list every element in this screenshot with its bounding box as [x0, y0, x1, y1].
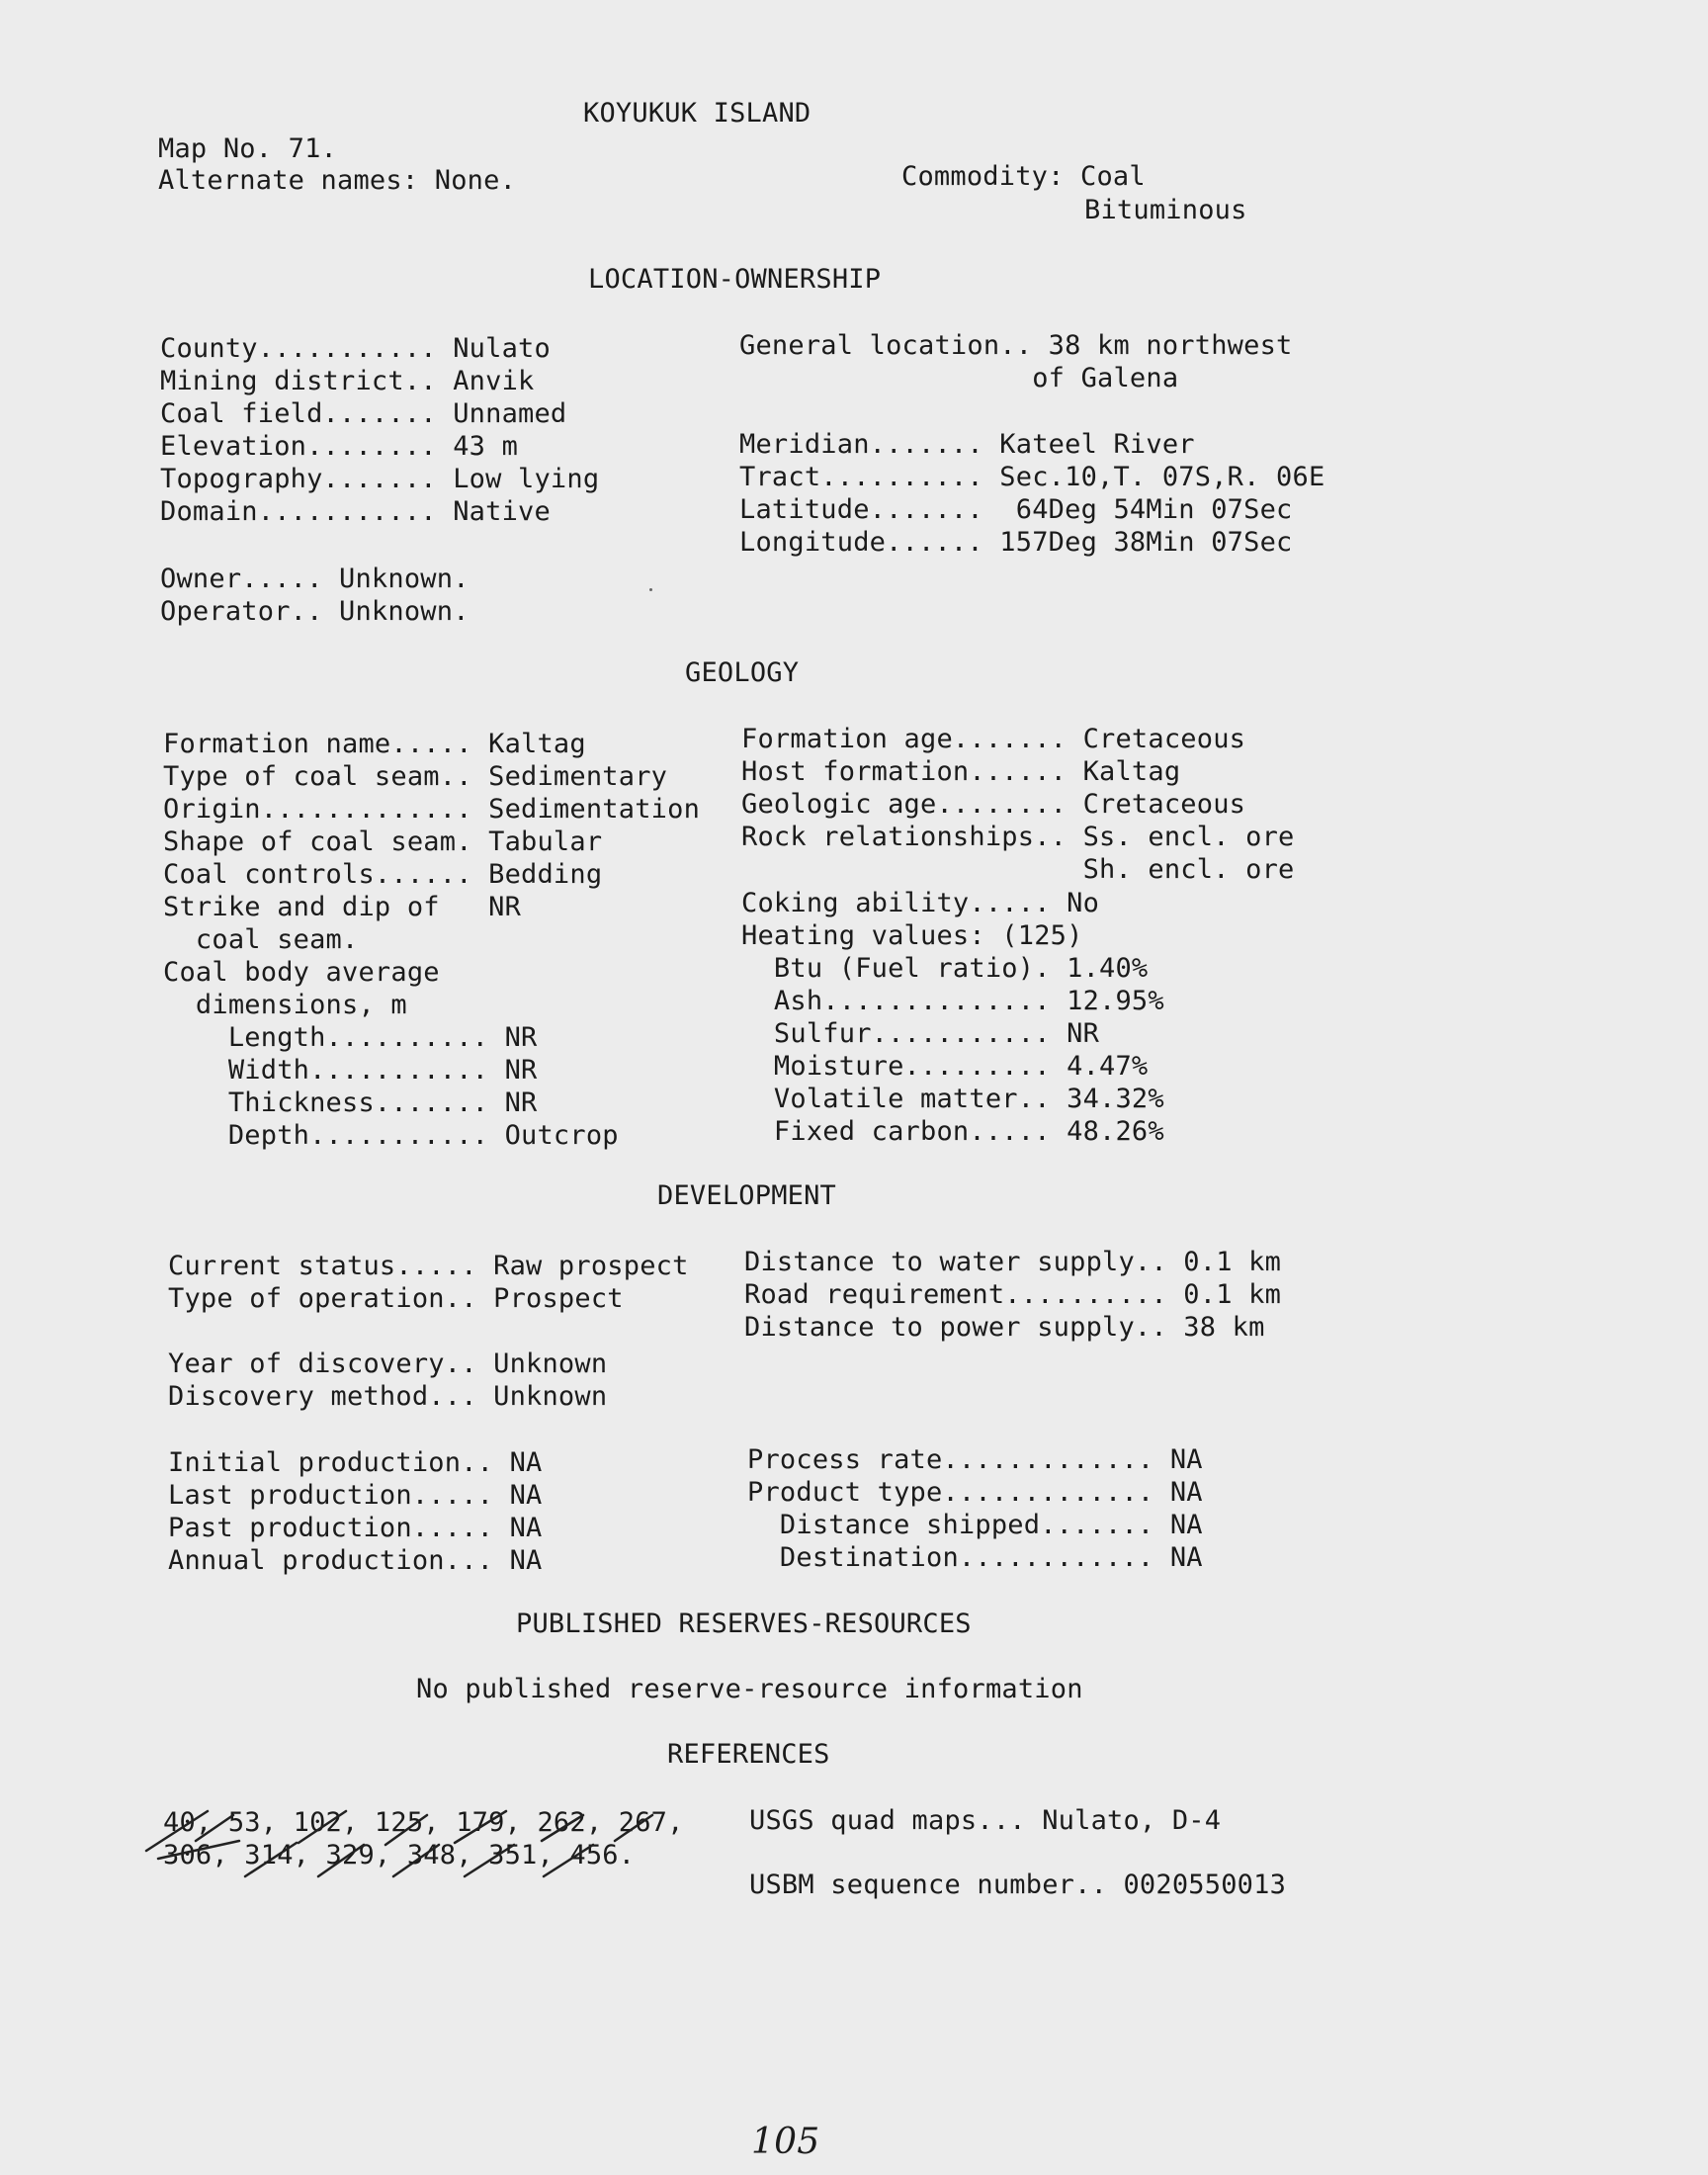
geology-field: Formation name..... Kaltag: [163, 729, 586, 759]
geology-field: Coal body average: [163, 957, 440, 988]
section-heading-reserves: PUBLISHED RESERVES-RESOURCES: [516, 1609, 972, 1639]
development-field: Distance to power supply.. 38 km: [744, 1312, 1265, 1343]
process-field: Destination............ NA: [747, 1542, 1203, 1573]
owner-field: Owner..... Unknown.: [160, 564, 470, 594]
geology-field: Depth........... Outcrop: [163, 1120, 619, 1151]
geology-field: Heating values: (125): [741, 920, 1083, 951]
usbm-sequence-number: USBM sequence number.. 0020550013: [749, 1870, 1287, 1900]
production-field: Initial production.. NA: [168, 1447, 543, 1478]
geology-field: Volatile matter.. 34.32%: [741, 1084, 1164, 1114]
location-field: County........... Nulato: [160, 333, 551, 364]
geology-field: Ash.............. 12.95%: [741, 986, 1164, 1016]
document-title: KOYUKUK ISLAND: [583, 98, 811, 129]
geology-field: Btu (Fuel ratio). 1.40%: [741, 953, 1149, 984]
alternate-names: Alternate names: None.: [158, 165, 517, 196]
development-field: Road requirement.......... 0.1 km: [744, 1279, 1282, 1310]
geology-field: dimensions, m: [163, 990, 407, 1020]
latitude-field: Latitude....... 64Deg 54Min 07Sec: [739, 494, 1293, 525]
commodity: Commodity: Coal: [901, 161, 1146, 192]
section-heading-location: LOCATION-OWNERSHIP: [588, 264, 882, 295]
geology-field: Coal controls...... Bedding: [163, 859, 603, 890]
geology-field: Geologic age........ Cretaceous: [741, 789, 1246, 820]
development-field: Current status..... Raw prospect: [168, 1251, 689, 1281]
geology-field: Origin............. Sedimentation: [163, 794, 701, 825]
geology-field: coal seam.: [163, 924, 359, 955]
operator-field: Operator.. Unknown.: [160, 596, 470, 627]
geology-field: Thickness....... NR: [163, 1088, 538, 1118]
development-field: Type of operation.. Prospect: [168, 1283, 624, 1314]
longitude-field: Longitude...... 157Deg 38Min 07Sec: [739, 527, 1293, 558]
general-location: General location.. 38 km northwest: [739, 330, 1293, 361]
geology-field: Formation age....... Cretaceous: [741, 724, 1246, 754]
geology-field: Length.......... NR: [163, 1022, 538, 1053]
process-field: Product type............. NA: [747, 1477, 1203, 1508]
location-field: Coal field....... Unnamed: [160, 398, 567, 429]
section-heading-references: REFERENCES: [667, 1739, 830, 1770]
commodity-type: Bituminous: [1084, 195, 1247, 225]
geology-field: Sh. encl. ore: [741, 854, 1295, 885]
geology-field: Coking ability..... No: [741, 888, 1100, 918]
geology-field: Rock relationships.. Ss. encl. ore: [741, 822, 1295, 852]
speck: [649, 588, 652, 591]
reserves-text: No published reserve-resource information: [416, 1674, 1083, 1704]
production-field: Past production..... NA: [168, 1513, 543, 1543]
process-field: Distance shipped....... NA: [747, 1510, 1203, 1540]
geology-field: Shape of coal seam. Tabular: [163, 826, 603, 857]
development-field: Discovery method... Unknown: [168, 1381, 608, 1412]
development-field: Year of discovery.. Unknown: [168, 1348, 608, 1379]
location-field: Elevation........ 43 m: [160, 431, 519, 462]
tract-field: Tract.......... Sec.10,T. 07S,R. 06E: [739, 462, 1325, 492]
location-field: Domain........... Native: [160, 496, 551, 527]
general-location-cont: of Galena: [739, 363, 1179, 393]
page-number: 105: [751, 2122, 820, 2162]
process-field: Process rate............. NA: [747, 1444, 1203, 1475]
usgs-quad-maps: USGS quad maps... Nulato, D-4: [749, 1805, 1222, 1836]
map-number: Map No. 71.: [158, 133, 338, 164]
reference-numbers: 40, 53, 102, 125, 179, 262, 267,: [163, 1807, 684, 1838]
geology-field: Strike and dip of NR: [163, 892, 522, 922]
production-field: Annual production... NA: [168, 1545, 543, 1576]
production-field: Last production..... NA: [168, 1480, 543, 1511]
geology-field: Host formation...... Kaltag: [741, 756, 1181, 787]
section-heading-development: DEVELOPMENT: [657, 1180, 837, 1211]
section-heading-geology: GEOLOGY: [685, 657, 800, 688]
meridian-field: Meridian....... Kateel River: [739, 429, 1195, 460]
geology-field: Fixed carbon..... 48.26%: [741, 1116, 1164, 1147]
location-field: Mining district.. Anvik: [160, 366, 535, 396]
geology-field: Type of coal seam.. Sedimentary: [163, 761, 668, 792]
development-field: Distance to water supply.. 0.1 km: [744, 1247, 1282, 1277]
geology-field: Moisture......... 4.47%: [741, 1051, 1149, 1082]
geology-field: Sulfur........... NR: [741, 1018, 1100, 1049]
location-field: Topography....... Low lying: [160, 464, 600, 494]
reference-numbers: 306, 314, 329, 348, 351, 456.: [163, 1840, 636, 1870]
geology-field: Width........... NR: [163, 1055, 538, 1086]
